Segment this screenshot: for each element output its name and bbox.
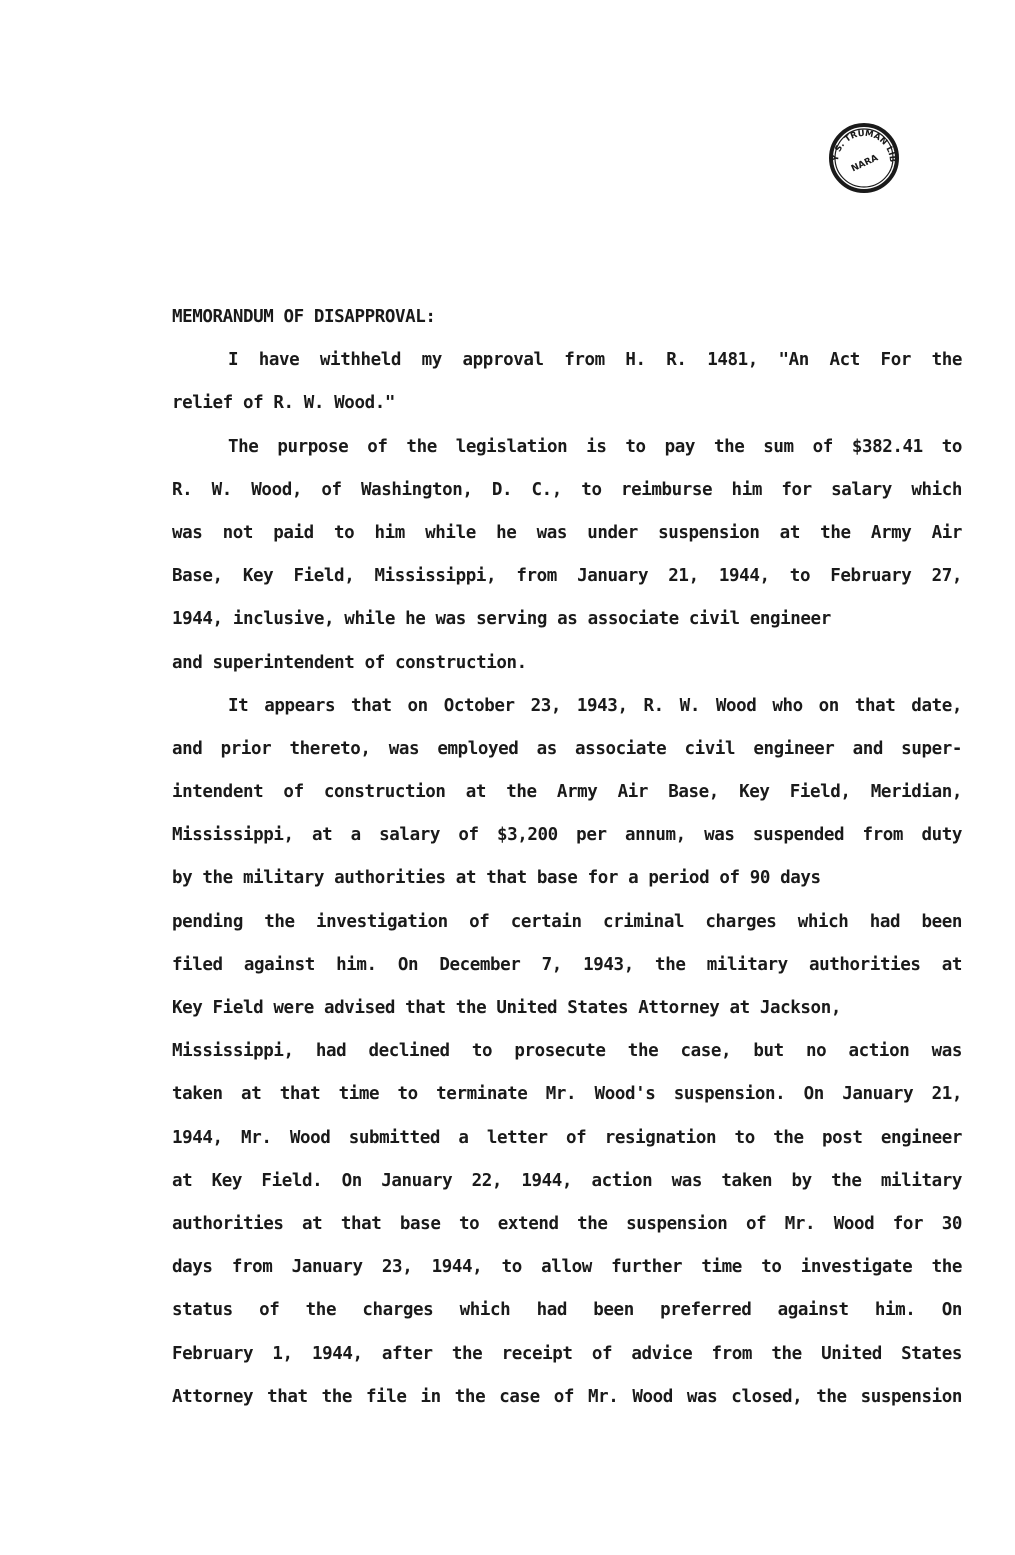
text-line: status of the charges which had been preferred against him. On (172, 1300, 962, 1321)
text-line: Base, Key Field, Mississippi, from January 21, 1944, to February 27, (172, 566, 962, 587)
text-line: and prior thereto, was employed as associate civil engineer and super- (172, 738, 962, 759)
text-line: February 1, 1944, after the receipt of advice from the United States (172, 1343, 962, 1364)
text-line: was not paid to him while he was under suspension at the Army Air (172, 522, 962, 543)
text-line: pending the investigation of certain criminal charges which had been (172, 911, 962, 932)
text-line: filed against him. On December 7, 1943, the military authorities at (172, 954, 962, 975)
text-line: and superintendent of construction. (172, 652, 527, 673)
text-line: Key Field were advised that the United States Attorney at Jackson, (172, 998, 841, 1018)
library-seal-icon (828, 122, 900, 194)
text-line: by the military authorities at that base for a period of 90 days (172, 868, 821, 889)
text-line: taken at that time to terminate Mr. Wood's suspension. On January 21, (172, 1084, 962, 1105)
text-line: Mississippi, had declined to prosecute the case, but no action was (172, 1041, 962, 1062)
text-line: 1944, Mr. Wood submitted a letter of resignation to the post engineer (172, 1127, 962, 1148)
text-line: 1944, inclusive, while he was serving as associate civil engineer (172, 609, 831, 630)
text-line: authorities at that base to extend the suspension of Mr. Wood for 30 (172, 1213, 962, 1234)
paragraph (172, 426, 962, 685)
paragraph (172, 685, 962, 1419)
text-line: Mississippi, at a salary of $3,200 per annum, was suspended from duty (172, 825, 962, 846)
archive-stamp (828, 122, 900, 194)
memorandum (172, 296, 962, 1419)
svg-text:HARRY S. TRUMAN LIBRARY: Y S. TRUMAN LIB (830, 128, 898, 163)
memo-heading: MEMORANDUM OF DISAPPROVAL: (172, 307, 436, 327)
svg-text:NARA: NARA (849, 153, 880, 175)
text-line: intendent of construction at the Army Air Base, Key Field, Meridian, (172, 782, 962, 803)
text-line: at Key Field. On January 22, 1944, action was taken by the military (172, 1170, 962, 1191)
text-line: Attorney that the file in the case of Mr. Wood was closed, the suspension (172, 1386, 962, 1407)
text-line: R. W. Wood, of Washington, D. C., to reimburse him for salary which (172, 479, 962, 500)
text-line: It appears that on October 23, 1943, R. W. Wood who on that date, (228, 695, 962, 716)
paragraph (172, 339, 962, 425)
text-line: days from January 23, 1944, to allow further time to investigate the (172, 1257, 962, 1278)
text-line: relief of R. W. Wood." (172, 393, 395, 414)
text-line: The purpose of the legislation is to pay the sum of $382.41 to (228, 436, 962, 457)
text-line: I have withheld my approval from H. R. 1481, "An Act For the (228, 350, 962, 371)
